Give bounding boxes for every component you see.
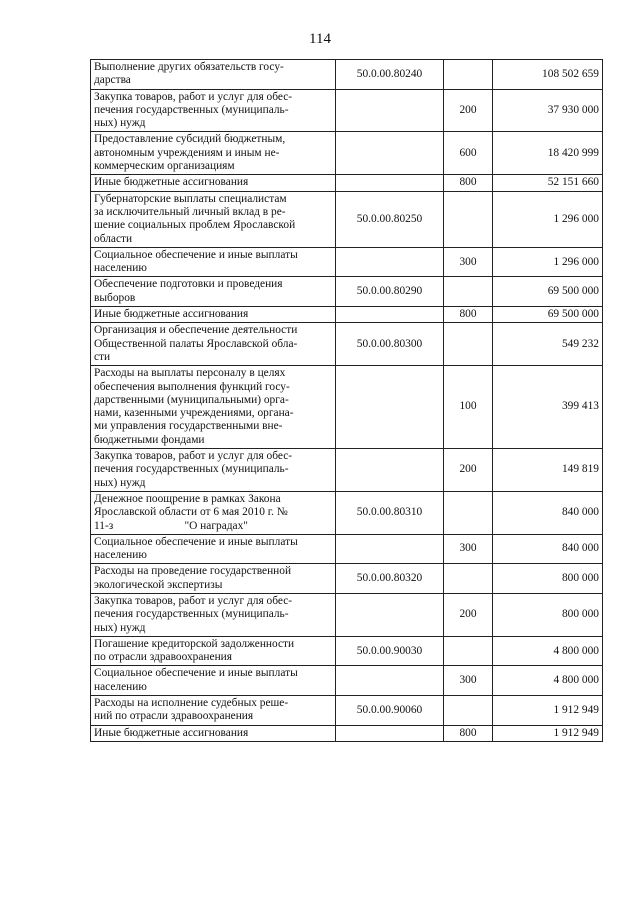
row-amount-cell: 69 500 000 bbox=[493, 307, 603, 323]
table-row bbox=[91, 307, 603, 323]
row-code-cell: 50.0.00.80240 bbox=[336, 60, 444, 90]
row-expense-type-cell: 200 bbox=[444, 593, 493, 636]
table-row bbox=[91, 725, 603, 741]
row-expense-type-cell: 800 bbox=[444, 307, 493, 323]
table-row bbox=[91, 593, 603, 636]
row-amount-cell: 840 000 bbox=[493, 491, 603, 534]
table-row bbox=[91, 175, 603, 191]
row-amount-cell: 4 800 000 bbox=[493, 666, 603, 696]
table-row bbox=[91, 323, 603, 366]
row-code-cell: 50.0.00.80320 bbox=[336, 564, 444, 594]
row-expense-type-cell bbox=[444, 564, 493, 594]
table-row bbox=[91, 534, 603, 564]
row-amount-cell: 800 000 bbox=[493, 564, 603, 594]
row-name-cell: Расходы на выплаты персоналу в целях обеспечения выполнения функций госу- дарственными (муниципальными) орга- нами, казенными учреждениями, органа- ми управления государственными вне- бюджетными фондами bbox=[91, 366, 336, 449]
row-name-cell: Закупка товаров, работ и услуг для обес- печения государственных (муниципаль- ных) нужд bbox=[91, 89, 336, 132]
row-name-cell: Социальное обеспечение и иные выплаты населению bbox=[91, 534, 336, 564]
row-code-cell bbox=[336, 593, 444, 636]
row-name-cell: Иные бюджетные ассигнования bbox=[91, 175, 336, 191]
row-expense-type-cell: 800 bbox=[444, 725, 493, 741]
row-expense-type-cell: 200 bbox=[444, 89, 493, 132]
row-expense-type-cell: 100 bbox=[444, 366, 493, 449]
row-name-cell: Выполнение других обязательств госу- дарства bbox=[91, 60, 336, 90]
row-name-cell: Денежное поощрение в рамках Закона Ярославской области от 6 мая 2010 г. № 11-з "О наградах" bbox=[91, 491, 336, 534]
row-code-cell bbox=[336, 89, 444, 132]
row-name-cell: Закупка товаров, работ и услуг для обес- печения государственных (муниципаль- ных) нужд bbox=[91, 449, 336, 492]
row-expense-type-cell: 600 bbox=[444, 132, 493, 175]
row-amount-cell: 800 000 bbox=[493, 593, 603, 636]
row-name-cell: Расходы на исполнение судебных реше- ний по отрасли здравоохранения bbox=[91, 696, 336, 726]
table-row bbox=[91, 132, 603, 175]
row-name-cell: Предоставление субсидий бюджетным, автономным учреждениям и иным не- коммерческим организациям bbox=[91, 132, 336, 175]
row-name-cell: Организация и обеспечение деятельности Общественной палаты Ярославской обла- сти bbox=[91, 323, 336, 366]
budget-table-body bbox=[91, 60, 603, 742]
row-amount-cell: 4 800 000 bbox=[493, 636, 603, 666]
row-expense-type-cell: 300 bbox=[444, 247, 493, 277]
row-amount-cell: 37 930 000 bbox=[493, 89, 603, 132]
row-code-cell bbox=[336, 725, 444, 741]
row-code-cell bbox=[336, 175, 444, 191]
row-amount-cell: 18 420 999 bbox=[493, 132, 603, 175]
row-code-cell bbox=[336, 534, 444, 564]
row-code-cell: 50.0.00.80300 bbox=[336, 323, 444, 366]
row-name-cell: Погашение кредиторской задолженности по отрасли здравоохранения bbox=[91, 636, 336, 666]
row-code-cell bbox=[336, 449, 444, 492]
table-row bbox=[91, 636, 603, 666]
row-expense-type-cell: 200 bbox=[444, 449, 493, 492]
row-expense-type-cell bbox=[444, 491, 493, 534]
table-row bbox=[91, 366, 603, 449]
row-amount-cell: 1 296 000 bbox=[493, 191, 603, 247]
table-row bbox=[91, 666, 603, 696]
row-amount-cell: 840 000 bbox=[493, 534, 603, 564]
row-name-cell: Иные бюджетные ассигнования bbox=[91, 725, 336, 741]
table-row bbox=[91, 89, 603, 132]
row-name-cell: Иные бюджетные ассигнования bbox=[91, 307, 336, 323]
row-code-cell: 50.0.00.80290 bbox=[336, 277, 444, 307]
row-amount-cell: 1 296 000 bbox=[493, 247, 603, 277]
row-code-cell bbox=[336, 247, 444, 277]
row-expense-type-cell bbox=[444, 277, 493, 307]
row-code-cell: 50.0.00.90060 bbox=[336, 696, 444, 726]
row-expense-type-cell: 300 bbox=[444, 534, 493, 564]
row-code-cell: 50.0.00.80250 bbox=[336, 191, 444, 247]
row-amount-cell: 149 819 bbox=[493, 449, 603, 492]
row-expense-type-cell bbox=[444, 191, 493, 247]
row-expense-type-cell bbox=[444, 323, 493, 366]
row-name-cell: Расходы на проведение государственной экологической экспертизы bbox=[91, 564, 336, 594]
table-row bbox=[91, 449, 603, 492]
row-amount-cell: 1 912 949 bbox=[493, 696, 603, 726]
table-row bbox=[91, 491, 603, 534]
row-expense-type-cell bbox=[444, 60, 493, 90]
row-expense-type-cell: 800 bbox=[444, 175, 493, 191]
row-code-cell: 50.0.00.80310 bbox=[336, 491, 444, 534]
page-number: 114 bbox=[309, 31, 331, 47]
row-amount-cell: 108 502 659 bbox=[493, 60, 603, 90]
row-expense-type-cell bbox=[444, 696, 493, 726]
row-name-cell: Социальное обеспечение и иные выплаты населению bbox=[91, 247, 336, 277]
row-name-cell: Социальное обеспечение и иные выплаты населению bbox=[91, 666, 336, 696]
table-row bbox=[91, 696, 603, 726]
table-row bbox=[91, 60, 603, 90]
row-code-cell bbox=[336, 132, 444, 175]
row-name-cell: Обеспечение подготовки и проведения выборов bbox=[91, 277, 336, 307]
row-name-cell: Закупка товаров, работ и услуг для обес- печения государственных (муниципаль- ных) нужд bbox=[91, 593, 336, 636]
budget-table bbox=[90, 59, 603, 742]
row-code-cell bbox=[336, 366, 444, 449]
row-name-cell: Губернаторские выплаты специалистам за исключительный личный вклад в ре- шение социальных проблем Ярославской области bbox=[91, 191, 336, 247]
row-expense-type-cell: 300 bbox=[444, 666, 493, 696]
row-amount-cell: 69 500 000 bbox=[493, 277, 603, 307]
row-amount-cell: 52 151 660 bbox=[493, 175, 603, 191]
row-amount-cell: 399 413 bbox=[493, 366, 603, 449]
row-expense-type-cell bbox=[444, 636, 493, 666]
table-row bbox=[91, 277, 603, 307]
row-amount-cell: 549 232 bbox=[493, 323, 603, 366]
row-code-cell bbox=[336, 666, 444, 696]
table-row bbox=[91, 247, 603, 277]
row-amount-cell: 1 912 949 bbox=[493, 725, 603, 741]
table-row bbox=[91, 564, 603, 594]
row-code-cell bbox=[336, 307, 444, 323]
row-code-cell: 50.0.00.90030 bbox=[336, 636, 444, 666]
table-row bbox=[91, 191, 603, 247]
